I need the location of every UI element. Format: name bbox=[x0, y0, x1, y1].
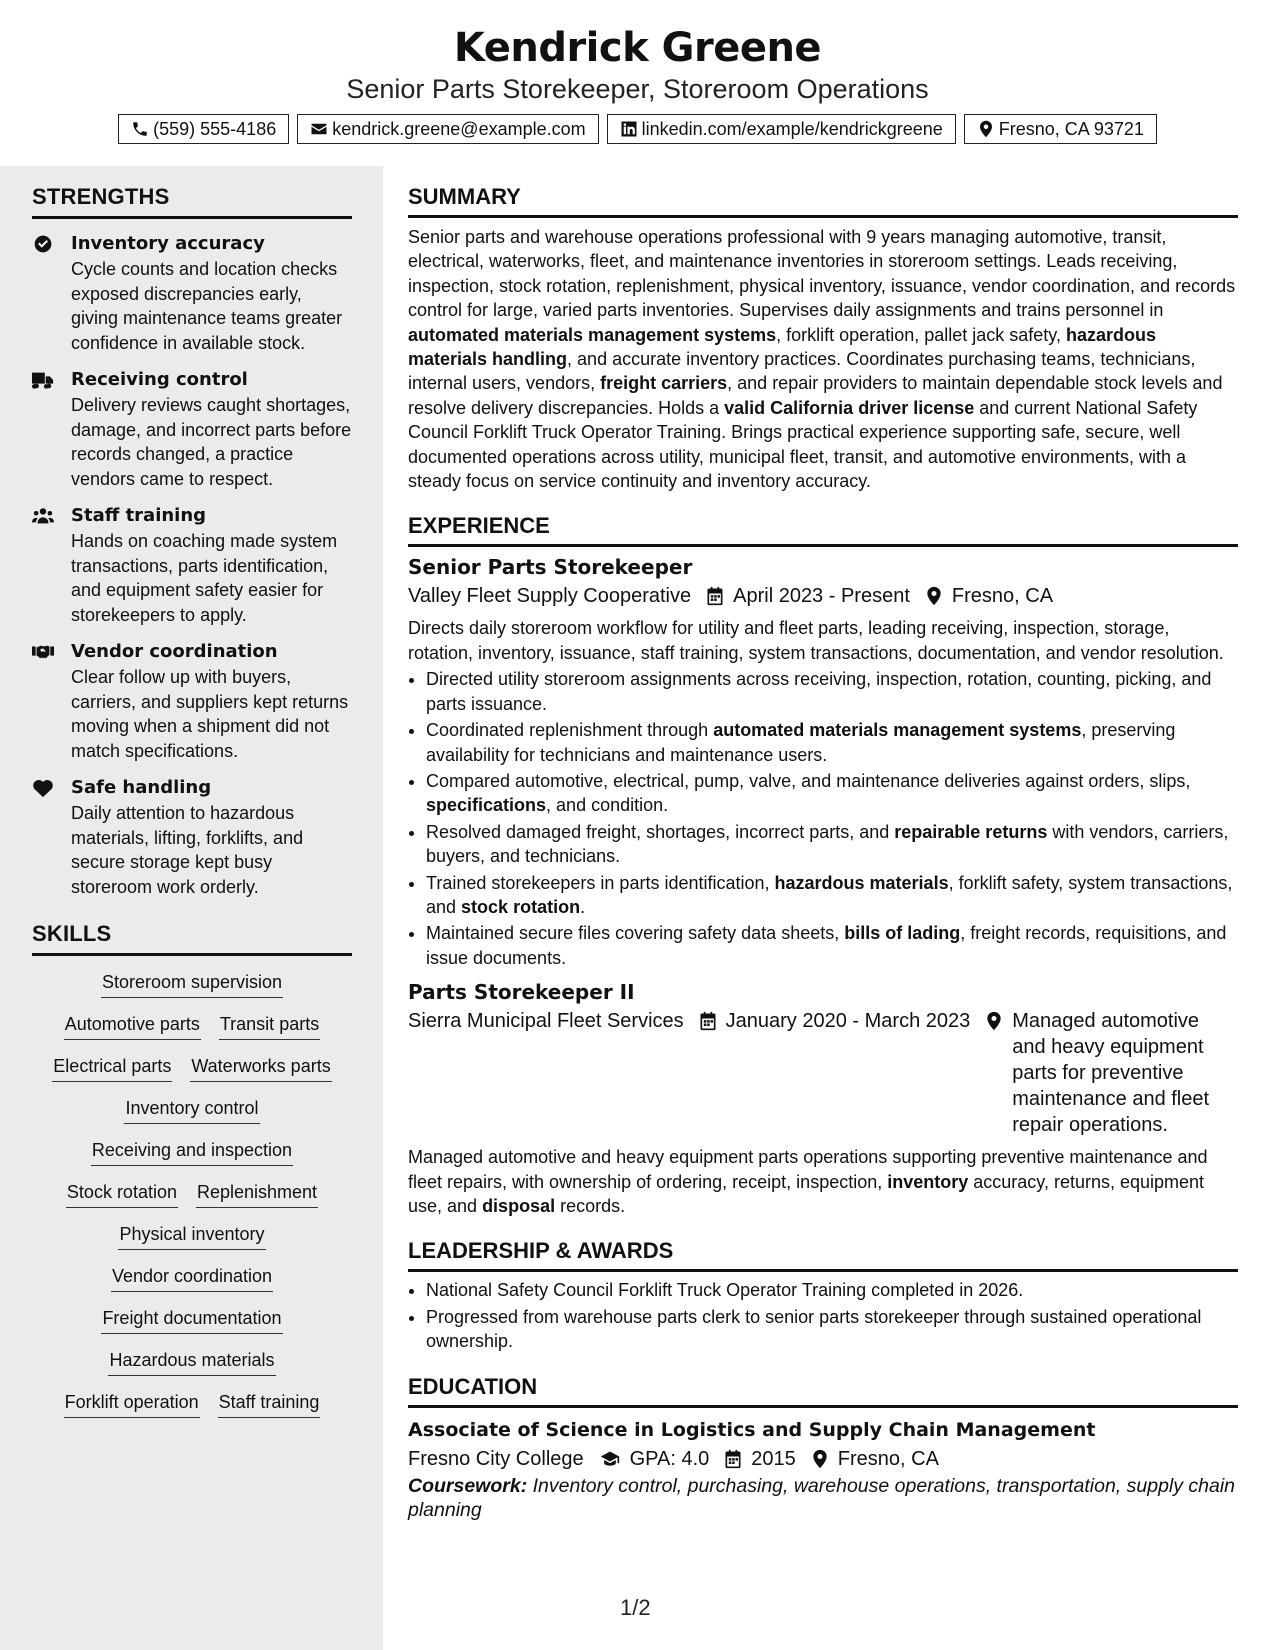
summary-highlight: freight carriers bbox=[600, 373, 728, 394]
contact-bar bbox=[0, 114, 1275, 144]
candidate-headline: Senior Parts Storekeeper, Storeroom Operations bbox=[346, 74, 929, 104]
contact-phone-text: (559) 555-4186 bbox=[153, 118, 277, 139]
education-meta bbox=[408, 1446, 1238, 1472]
job-bullet bbox=[426, 718, 1238, 767]
bullet-highlight: bills of lading bbox=[844, 923, 961, 944]
experience-section bbox=[408, 511, 1238, 1218]
contact-email[interactable] bbox=[297, 114, 598, 144]
contact-email-text: kendrick.greene@example.com bbox=[332, 118, 586, 139]
strength-title: Vendor coordination bbox=[71, 641, 278, 662]
main-content bbox=[408, 182, 1238, 1523]
contact-linkedin[interactable] bbox=[607, 114, 956, 144]
strength-desc: Hands on coaching made system transactions, parts identification, and equipment safety easier for storekeepers to apply. bbox=[71, 531, 338, 625]
job-bullets bbox=[408, 667, 1238, 970]
strength-item bbox=[32, 503, 352, 627]
strength-desc: Daily attention to hazardous materials, lifting, forklifts, and secure storage kept busy storeroom work orderly. bbox=[71, 803, 304, 897]
job-description-text: accuracy, returns, equipment use, and bbox=[408, 1171, 1205, 1216]
strength-title: Receiving control bbox=[71, 369, 248, 390]
experience-heading: EXPERIENCE bbox=[408, 511, 1238, 547]
bullet-text: . bbox=[580, 896, 586, 917]
bullet-text: Compared automotive, electrical, pump, valve, and maintenance deliveries against orders, slips, bbox=[426, 770, 1191, 791]
bullet-text: Coordinated replenishment through bbox=[426, 720, 714, 741]
handshake-icon bbox=[32, 642, 54, 662]
contact-linkedin-text: linkedin.com/example/kendrickgreene bbox=[641, 118, 943, 139]
bullet-text: Maintained secure files covering safety data sheets, bbox=[426, 923, 845, 944]
skills-list bbox=[32, 970, 352, 1418]
job-company: Sierra Municipal Fleet Services bbox=[408, 1010, 684, 1033]
bullet-text: , preserving availability for technicians and maintenance users. bbox=[426, 720, 1176, 765]
job-dates: April 2023 - Present bbox=[733, 585, 910, 608]
education-heading: EDUCATION bbox=[408, 1372, 1238, 1408]
strength-item bbox=[32, 367, 352, 491]
leadership-item: • Progressed from warehouse parts clerk to senior parts storekeeper through sustained operational ownership. bbox=[426, 1305, 1238, 1354]
strength-title: Staff training bbox=[71, 505, 207, 526]
skill-tag: Freight documentation bbox=[101, 1306, 282, 1334]
skill-tag: Waterworks parts bbox=[190, 1054, 331, 1082]
bullet-text: Trained storekeepers in parts identification, bbox=[426, 872, 775, 893]
skill-tag: Electrical parts bbox=[52, 1054, 172, 1082]
summary-text: , forklift operation, pallet jack safety, bbox=[776, 324, 1066, 345]
strength-item bbox=[32, 639, 352, 763]
strength-desc: Delivery reviews caught shortages, damage, and incorrect parts before records changed, a practice vendors came to respect. bbox=[71, 395, 352, 489]
summary-text: , and repair providers to maintain dependable stock levels and resolve delivery discrepancies. Holds a bbox=[408, 373, 1223, 418]
map-pin-icon bbox=[977, 120, 995, 138]
job-meta bbox=[408, 1008, 1238, 1138]
bullet-text: , freight records, requisitions, and issue documents. bbox=[426, 923, 1227, 968]
graduation-cap-icon bbox=[598, 1449, 622, 1469]
summary-text: and current National Safety Council Forklift Truck Operator Training. Brings practical experience supporting safe, secure, well documented operations across utility, municipal fleet, transit, and automotive environments, with a steady focus on service continuity and inventory accuracy. bbox=[408, 397, 1198, 492]
skill-tag: Replenishment bbox=[196, 1180, 318, 1208]
job-location: Managed automotive and heavy equipment parts for preventive maintenance and fleet repair operations. bbox=[1012, 1010, 1210, 1137]
skill-tag: Storeroom supervision bbox=[101, 970, 283, 998]
job-description bbox=[408, 1145, 1238, 1218]
degree-title: Associate of Science in Logistics and Supply Chain Management bbox=[408, 1418, 1096, 1441]
job-bullet bbox=[426, 820, 1238, 869]
job-dates: January 2020 - March 2023 bbox=[725, 1010, 971, 1033]
heart-icon bbox=[32, 778, 54, 798]
skill-tag: Transit parts bbox=[219, 1012, 320, 1040]
bullet-text: Directed utility storeroom assignments across receiving, inspection, rotation, counting, picking, and parts issuance. bbox=[426, 669, 1212, 714]
contact-phone[interactable] bbox=[118, 114, 289, 144]
job-bullet bbox=[426, 667, 1238, 716]
job-bullet bbox=[426, 921, 1238, 970]
map-pin-icon bbox=[924, 586, 944, 606]
summary-highlight: hazardous materials handling bbox=[408, 324, 1156, 370]
coursework-text: Inventory control, purchasing, warehouse operations, transportation, supply chain planning bbox=[408, 1474, 1236, 1522]
check-circle-icon bbox=[32, 234, 54, 254]
job-company: Valley Fleet Supply Cooperative bbox=[408, 585, 692, 608]
summary-section bbox=[408, 182, 1238, 493]
map-pin-icon bbox=[984, 1011, 1004, 1031]
strength-item bbox=[32, 775, 352, 899]
truck-icon bbox=[32, 370, 54, 390]
skill-tag: Inventory control bbox=[124, 1096, 259, 1124]
calendar-icon bbox=[698, 1011, 718, 1031]
page-number: 1/2 bbox=[620, 1595, 651, 1620]
strength-title: Safe handling bbox=[71, 777, 212, 798]
skill-tag: Stock rotation bbox=[66, 1180, 178, 1208]
education-section bbox=[408, 1372, 1238, 1523]
education-year: 2015 bbox=[751, 1447, 796, 1470]
envelope-icon bbox=[310, 120, 328, 138]
job-description-text: Directs daily storeroom workflow for utility and fleet parts, leading receiving, inspection, storage, rotation, inventory, issuance, staff training, system transactions, documentation, and vendor resolution. bbox=[408, 618, 1224, 663]
skill-tag: Receiving and inspection bbox=[91, 1138, 293, 1166]
skill-tag: Forklift operation bbox=[64, 1390, 200, 1418]
bullet-highlight: repairable returns bbox=[894, 821, 1048, 842]
calendar-icon bbox=[723, 1449, 743, 1469]
strength-title: Inventory accuracy bbox=[71, 233, 265, 254]
leadership-item: • National Safety Council Forklift Truck Operator Training completed in 2026. bbox=[426, 1278, 1238, 1302]
calendar-icon bbox=[705, 586, 725, 606]
skill-tag: Physical inventory bbox=[118, 1222, 265, 1250]
contact-location-text: Fresno, CA 93721 bbox=[998, 118, 1144, 139]
bullet-text: with vendors, carriers, buyers, and technicians. bbox=[426, 821, 1229, 867]
job-title: Senior Parts Storekeeper bbox=[408, 555, 693, 580]
strength-desc: Clear follow up with buyers, carriers, and suppliers kept returns moving when a shipment did not match specifications. bbox=[71, 667, 349, 761]
job-bullet bbox=[426, 769, 1238, 818]
job-meta bbox=[408, 583, 1238, 609]
bullet-text: , and condition. bbox=[546, 795, 669, 816]
bullet-highlight: hazardous materials bbox=[774, 872, 949, 893]
school-name: Fresno City College bbox=[408, 1447, 584, 1470]
summary-text: , and accurate inventory practices. Coordinates purchasing teams, technicians, internal users, vendors, bbox=[408, 349, 1196, 394]
bullet-text: Resolved damaged freight, shortages, incorrect parts, and bbox=[426, 821, 895, 842]
job-description-highlight: inventory bbox=[887, 1171, 969, 1192]
resume-header bbox=[0, 22, 1275, 144]
candidate-name: Kendrick Greene bbox=[453, 25, 822, 71]
users-icon bbox=[32, 506, 54, 526]
contact-location bbox=[964, 114, 1157, 144]
skill-tag: Automotive parts bbox=[64, 1012, 201, 1040]
job-bullet bbox=[426, 871, 1238, 920]
summary-highlight: automated materials management systems bbox=[408, 324, 777, 345]
leadership-heading: LEADERSHIP & AWARDS bbox=[408, 1236, 1238, 1272]
job-description-highlight: disposal bbox=[482, 1195, 556, 1216]
bullet-highlight: automated materials management systems bbox=[713, 720, 1082, 741]
job-description bbox=[408, 616, 1238, 665]
summary-heading: SUMMARY bbox=[408, 182, 1238, 218]
job-title: Parts Storekeeper II bbox=[408, 980, 635, 1005]
education-gpa: GPA: 4.0 bbox=[629, 1447, 710, 1470]
job-location: Fresno, CA bbox=[951, 585, 1054, 608]
job-description-text: records. bbox=[555, 1195, 626, 1216]
education-location: Fresno, CA bbox=[837, 1447, 939, 1470]
job-description-text: Managed automotive and heavy equipment parts operations supporting preventive maintenance and fleet repairs, with ownership of ordering, receipt, inspection, bbox=[408, 1147, 1208, 1192]
summary-text: Senior parts and warehouse operations professional with 9 years managing automotive, transit, electrical, waterworks, fleet, and maintenance inventories in storeroom settings. Leads receiving, inspection, stock rotation, replenishment, physical inventory, issuance, vendor coordination, and records control for large, varied parts inventories. Supervises daily assignments and trains personnel in bbox=[408, 227, 1236, 321]
skill-tag: Staff training bbox=[218, 1390, 321, 1418]
summary-text bbox=[408, 225, 1238, 493]
bullet-text: , forklift safety, system transactions, and bbox=[426, 872, 1233, 917]
strength-item bbox=[32, 231, 352, 355]
phone-icon bbox=[131, 120, 149, 138]
map-pin-icon bbox=[810, 1449, 830, 1469]
bullet-highlight: specifications bbox=[426, 795, 547, 816]
skill-tag: Hazardous materials bbox=[108, 1348, 275, 1376]
skill-tag: Vendor coordination bbox=[111, 1264, 273, 1292]
coursework bbox=[408, 1474, 1238, 1523]
skills-heading: SKILLS bbox=[32, 919, 352, 956]
summary-highlight: valid California driver license bbox=[724, 397, 975, 418]
leadership-list bbox=[408, 1278, 1238, 1353]
strengths-heading: STRENGTHS bbox=[32, 182, 352, 219]
strength-desc: Cycle counts and location checks exposed discrepancies early, giving maintenance teams greater confidence in available stock. bbox=[71, 259, 343, 353]
leadership-section bbox=[408, 1236, 1238, 1353]
coursework-label: Coursework: bbox=[408, 1474, 528, 1497]
bullet-highlight: stock rotation bbox=[461, 896, 581, 917]
job-entry bbox=[408, 553, 1238, 970]
linkedin-icon bbox=[620, 120, 638, 138]
job-entry bbox=[408, 978, 1238, 1218]
sidebar bbox=[0, 166, 383, 1650]
